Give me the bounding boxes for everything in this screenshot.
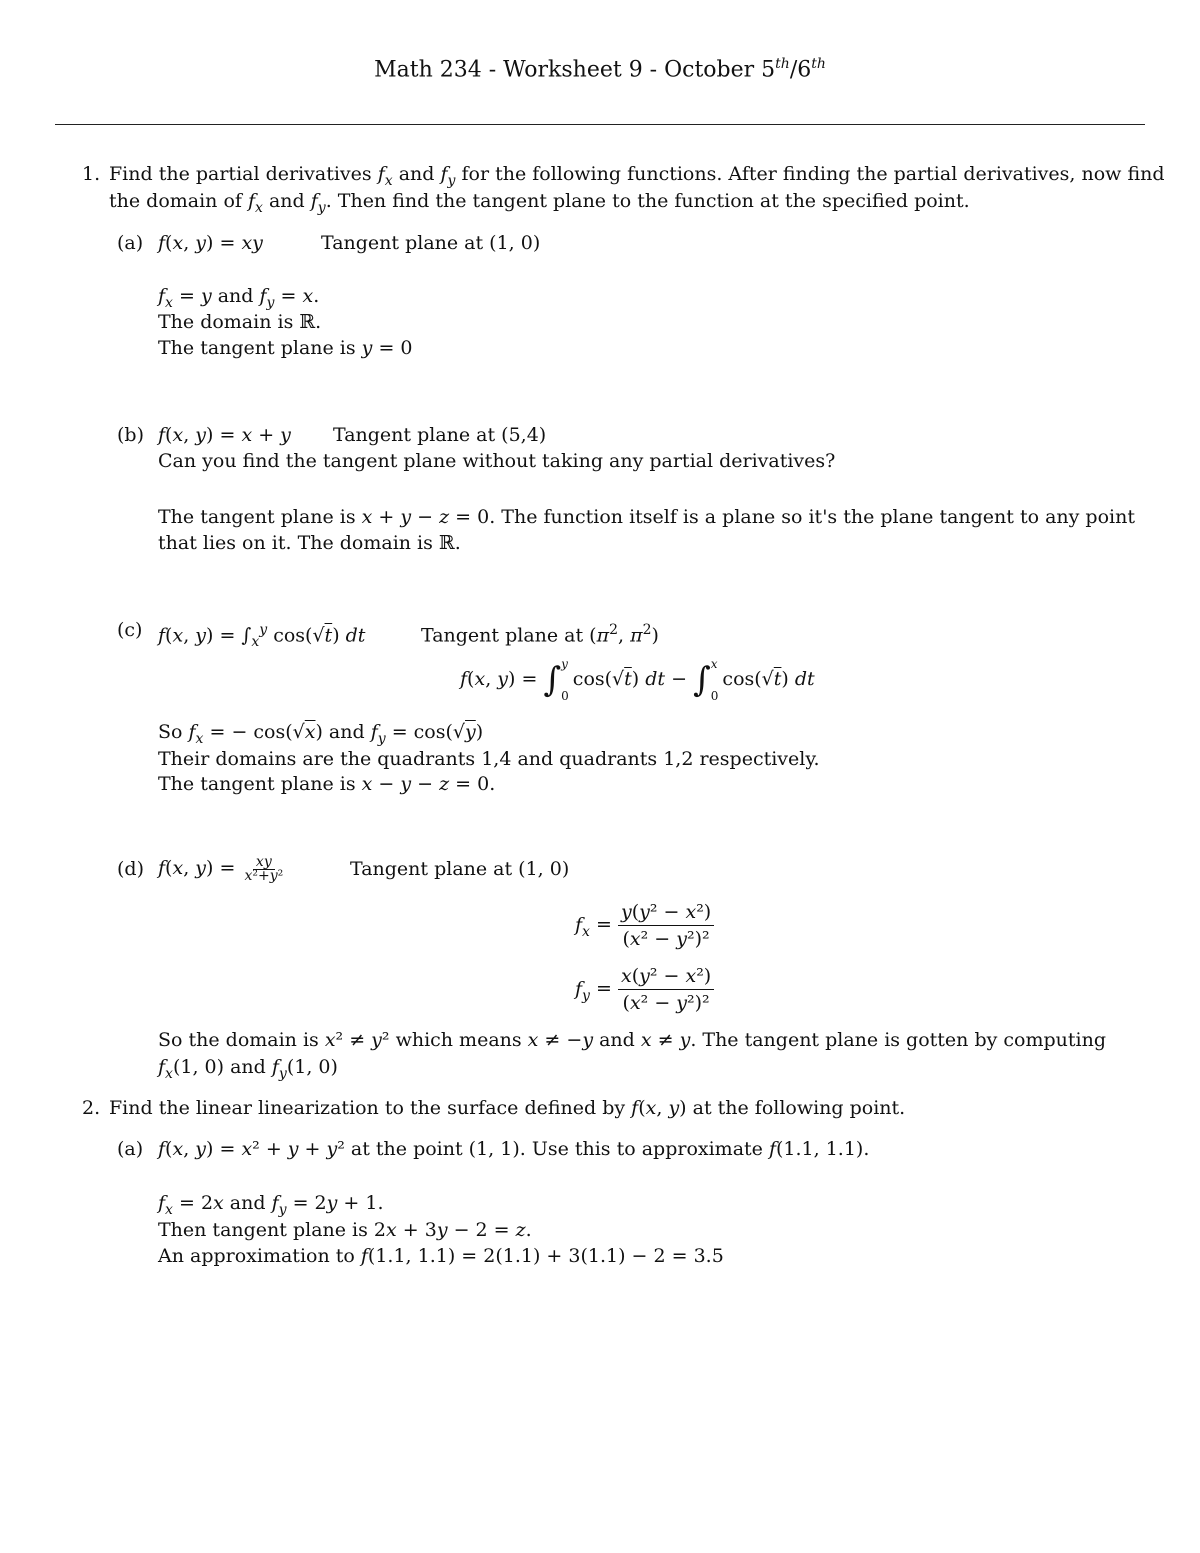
part-1d-fx-display: $f_x$ = $\frac{\text{y(y² − x²)}}{\text{(x² − y²)²}}$ bbox=[575, 899, 714, 952]
part-1c-display-equation: f(x, y) = ∫ y 0cos(√t) dt − ∫ x 0cos(√t) dt bbox=[460, 657, 815, 703]
part-1a-answer-line1: $f_x = y$ and $f_y = x$. bbox=[158, 285, 320, 311]
part-1d-answer-line2: $f_x(1$, 0) and $f_y(1$, 0) bbox=[158, 1056, 338, 1082]
part-1b-answer-line1: The tangent plane is x + y − z = 0. The function itself is a plane so it's the plane tangent to any point bbox=[158, 506, 1135, 528]
part-1c-answer-line1: So $f_x$ = − cos(√x) and $f_y = \cos(√y)$ bbox=[158, 721, 484, 747]
problem-1-number: 1. bbox=[82, 163, 101, 185]
part-2a-answer-line2: Then tangent plane is 2x + 3y − 2 = z. bbox=[158, 1219, 532, 1241]
problem-2-prompt: Find the linear linearization to the surface defined by f(x, y) at the following point. bbox=[109, 1097, 906, 1119]
part-1a-function: f(x, y) = xy bbox=[158, 232, 263, 254]
problem-1-prompt-line2: the domain of $f_x$ and $f_y$. Then find the tangent plane to the function at the specified point. bbox=[109, 190, 970, 216]
part-1d-fy-display: $f_y$ = $\frac{\text{x(y² − x²)}}{\text{(x² − y²)²}}$ bbox=[575, 963, 714, 1016]
problem-2-number: 2. bbox=[82, 1097, 101, 1119]
part-1d-label: (d) bbox=[117, 858, 144, 880]
problem-1-prompt-line1: Find the partial derivatives $f_x$ and $f_y$ for the following functions. After finding the partial derivatives, now find bbox=[109, 163, 1165, 189]
part-1c-tangent-prompt: Tangent plane at ($\pi^2$, $\pi^2$) bbox=[421, 622, 659, 647]
part-1b-answer-line2: that lies on it. The domain is ℝ. bbox=[158, 532, 461, 554]
part-1b-label: (b) bbox=[117, 424, 144, 446]
part-2a-answer-line3: An approximation to f(1.1, 1.1) = 2(1.1) + 3(1.1) − 2 = 3.5 bbox=[158, 1245, 724, 1267]
header-divider bbox=[55, 124, 1145, 125]
part-2a-label: (a) bbox=[117, 1138, 144, 1160]
part-1a-answer-line3: The tangent plane is y = 0 bbox=[158, 337, 413, 359]
part-1c-answer-line3: The tangent plane is x − y − z = 0. bbox=[158, 773, 496, 795]
part-1d-function: f(x, y) = $\frac{xy}{\text{x²+y²}}$ bbox=[158, 853, 284, 884]
part-1b-function: f(x, y) = x + y bbox=[158, 424, 291, 446]
part-1c-label: (c) bbox=[117, 619, 143, 641]
part-1d-answer-line1: So the domain is x² ≠ y² which means x ≠ −y and x ≠ y. The tangent plane is gotten by computing bbox=[158, 1029, 1106, 1051]
part-1a-label: (a) bbox=[117, 232, 144, 254]
page-title: Math 234 - Worksheet 9 - October 5th/6th bbox=[374, 56, 826, 83]
part-1c-function: f(x, $y) = \int_x^y$ cos(√t) dt bbox=[158, 622, 366, 651]
part-1a-answer-line2: The domain is ℝ. bbox=[158, 311, 322, 333]
part-1d-tangent-prompt: Tangent plane at (1, 0) bbox=[350, 858, 570, 880]
part-2a-answer-line1: $f_x = 2x$ and $f_y = 2y + 1$. bbox=[158, 1192, 384, 1218]
part-1b-tangent-prompt: Tangent plane at (5,4) bbox=[333, 424, 547, 446]
part-2a-function: f(x, y) = x² + y + y² at the point (1, 1). Use this to approximate f(1.1, 1.1). bbox=[158, 1138, 870, 1160]
part-1b-question: Can you find the tangent plane without taking any partial derivatives? bbox=[158, 450, 836, 472]
part-1c-answer-line2: Their domains are the quadrants 1,4 and quadrants 1,2 respectively. bbox=[158, 748, 820, 770]
part-1a-tangent-prompt: Tangent plane at (1, 0) bbox=[321, 232, 541, 254]
